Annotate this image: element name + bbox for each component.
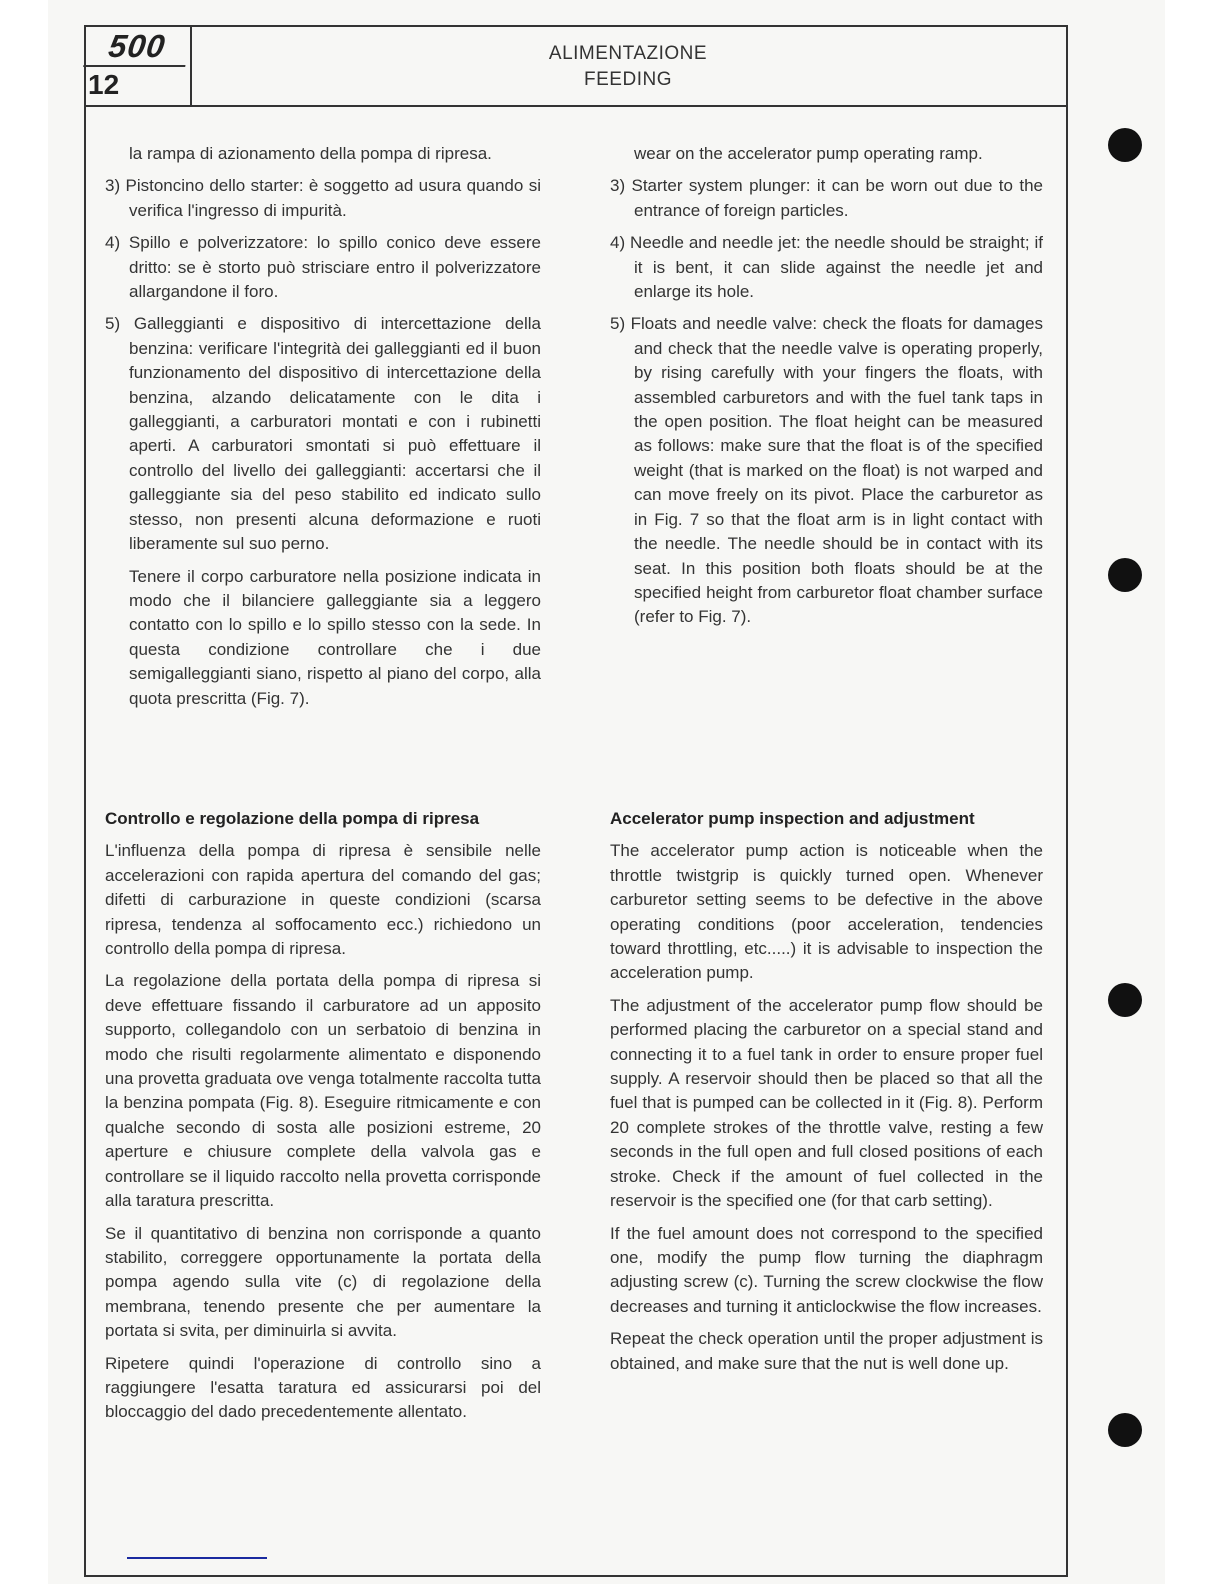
- list-item: 5) Galleggianti e dispositivo di intercettazione della benzina: verificare l'integrità dei galleggianti ed il buon funzionamento del dispositivo di intercettazione della benzina, alzando delicatamente con le dita i galleggianti, a carburatori montati e con i rubinetti aperti. A carburatori smontati si può effettuare il controllo del livello dei galleggianti: accertarsi che il galleggiante sia del peso stabilito ed indicato sullo stesso, non presenti alcuna deformazione e ruoti liberamente sul suo perno.: [105, 314, 541, 554]
- binder-hole-icon: [1108, 1413, 1142, 1447]
- page-number: 12: [88, 69, 120, 100]
- paragraph: Ripetere quindi l'operazione di controllo sino a raggiungere l'esatta taratura ed assicurarsi poi del bloccaggio del dado precedentemente allentato.: [105, 1353, 541, 1422]
- section-heading: Controllo e regolazione della pompa di ripresa: [105, 809, 480, 828]
- binder-hole-icon: [1108, 983, 1142, 1017]
- binder-hole-icon: [1108, 558, 1142, 592]
- paragraph: Se il quantitativo di benzina non corrisponde a quanto stabilito, correggere opportunamente la portata della pompa agendo sulla vite (c) di regolazione della membrana, tenendo presente che per aumentare la portata si svita, per diminuirla si avvita.: [105, 1223, 541, 1341]
- list-item: 5) Floats and needle valve: check the floats for damages and check that the needle valve is operating properly, by rising carefully with your fingers the floats, with assembled carburetors and with the fuel tank taps in the open position. The float height can be measured as follows: make sure that the float is of the specified weight (that is marked on the float) is not warped and can move freely on its pivot. Place the carburetor as in Fig. 7 so that the float arm is in light contact with the needle. The needle should be in contact with its seat. In this position both floats should be at the specified height from carburetor float chamber surface (refer to Fig. 7).: [610, 314, 1043, 627]
- left-column-top: [105, 142, 541, 719]
- binder-hole-icon: [1108, 128, 1142, 162]
- right-column-bottom: [610, 807, 1043, 1384]
- section-heading: Accelerator pump inspection and adjustment: [610, 809, 975, 828]
- paragraph: La regolazione della portata della pompa di ripresa si deve effettuare fissando il carburatore ad un apposito supporto, collegandolo con un serbatoio di benzina in modo che risulti regolarmente alimentato e disponendo una provetta graduata ove venga totalmente raccolta tutta la benzina pompata (Fig. 8). Eseguire ritmicamente e con qualche secondo di sosta alle posizioni estreme, 20 aperture e chiusure complete della valvola gas e controllare se il liquido raccolto nella provetta corrisponde alla taratura prescritta.: [105, 971, 541, 1211]
- list-item: 3) Starter system plunger: it can be worn out due to the entrance of foreign particles.: [610, 176, 1043, 220]
- title-italian: ALIMENTAZIONE: [548, 43, 708, 64]
- logo-cell: [86, 27, 192, 105]
- section-title: [190, 41, 1066, 93]
- left-column-bottom: [105, 807, 541, 1433]
- paragraph: The accelerator pump action is noticeable when the throttle twistgrip is quickly turned open. Whenever carburetor setting seems to be defective in the above operating conditions (poor acceleration, tendencies toward throttling, etc.....) it is advisable to inspection the acceleration pump.: [610, 841, 1043, 983]
- paragraph: Repeat the check operation until the proper adjustment is obtained, and make sure that the nut is well done up.: [610, 1329, 1043, 1373]
- list-item: 3) Pistoncino dello starter: è soggetto ad usura quando si verifica l'ingresso di impurità.: [105, 176, 541, 220]
- paragraph: la rampa di azionamento della pompa di ripresa.: [129, 144, 492, 163]
- paragraph: Tenere il corpo carburatore nella posizione indicata in modo che il bilanciere galleggiante sia a leggero contatto con lo spillo e lo spillo stesso con la sede. In questa condizione controllare che i due semigalleggianti siano, rispetto al piano del corpo, alla quota prescritta (Fig. 7).: [129, 566, 541, 708]
- paragraph: If the fuel amount does not correspond to the specified one, modify the pump flow turning the diaphragm adjusting screw (c). Turning the screw clockwise the flow decreases and turning it anticlockwise the flow increases.: [610, 1223, 1043, 1316]
- page-header: [84, 25, 1068, 107]
- list-item: 4) Spillo e polverizzatore: lo spillo conico deve essere dritto: se è storto può strisciare entro il polverizzatore allargandone il foro.: [105, 233, 541, 302]
- title-english: FEEDING: [584, 69, 672, 90]
- paragraph: L'influenza della pompa di ripresa è sensibile nelle accelerazioni con rapida apertura del comando del gas; difetti di carburazione in queste condizioni (scarsa ripresa, tendenza al soffocamento ecc.) richiedono un controllo della pompa di ripresa.: [105, 841, 541, 959]
- logo-500: 500: [83, 27, 191, 67]
- paragraph: The adjustment of the accelerator pump flow should be performed placing the carburetor on a special stand and connecting it to a fuel tank in order to ensure proper fuel supply. A reservoir should then be placed so that all the fuel that is pumped can be collected in it (Fig. 8). Perform 20 complete strokes of the throttle valve, resting a few seconds in the full open and full closed positions of each stroke. Check if the amount of fuel collected in the reservoir is the specified one (for that carb setting).: [610, 995, 1043, 1211]
- footer-rule: [127, 1557, 267, 1559]
- right-column-top: [610, 142, 1043, 638]
- list-item: 4) Needle and needle jet: the needle should be straight; if it is bent, it can slide against the needle jet and enlarge its hole.: [610, 233, 1043, 302]
- paragraph: wear on the accelerator pump operating ramp.: [634, 144, 983, 163]
